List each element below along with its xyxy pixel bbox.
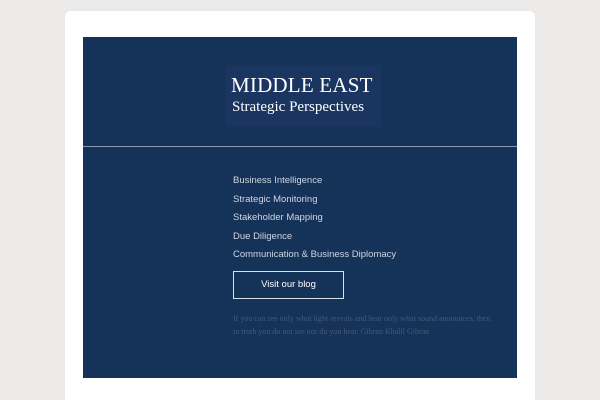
service-communication-diplomacy: Communication & Business Diplomacy bbox=[233, 249, 397, 260]
service-due-diligence: Due Diligence bbox=[233, 230, 293, 242]
quote-text: If you can see only what light reveals and hear only what sound announces, then in truth you do not see nor do you hear. Gibran Khalil Gibran bbox=[233, 314, 491, 336]
services-list bbox=[233, 174, 396, 267]
logo-subtitle: Strategic Perspectives bbox=[232, 99, 365, 115]
hero-panel bbox=[83, 37, 517, 378]
divider bbox=[83, 146, 517, 147]
visit-blog-button[interactable]: Visit our blog bbox=[233, 271, 344, 299]
service-business-intelligence: Business Intelligence bbox=[233, 175, 323, 186]
company-logo[interactable] bbox=[225, 65, 381, 127]
service-strategic-monitoring: Strategic Monitoring bbox=[233, 193, 318, 205]
logo-title: MIDDLE EAST bbox=[231, 73, 373, 97]
content-card bbox=[65, 11, 535, 400]
service-stakeholder-mapping: Stakeholder Mapping bbox=[233, 212, 323, 223]
